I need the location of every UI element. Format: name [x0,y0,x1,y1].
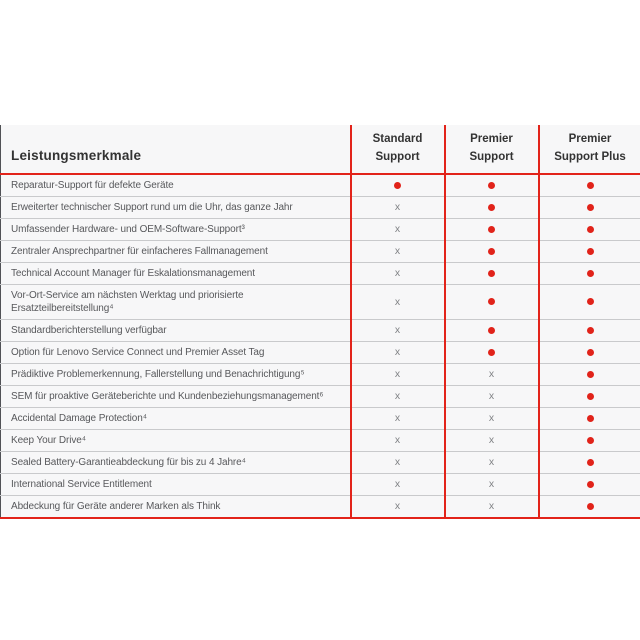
included-dot-icon [587,349,594,356]
included-dot-icon [587,182,594,189]
not-included-x-cell: x [445,495,539,518]
included-dot-cell [539,262,640,284]
included-dot-icon [587,204,594,211]
not-included-x-cell: x [351,284,445,319]
table-row [1,429,640,451]
feature-label: Prädiktive Problemerkennung, Fallerstellung und Benachrichtigung⁵ [1,363,351,385]
feature-rows [1,174,640,518]
table-row [1,284,640,319]
included-dot-icon [587,248,594,255]
included-dot-cell [539,196,640,218]
table-row [1,218,640,240]
included-dot-cell [539,429,640,451]
included-dot-cell [539,319,640,341]
table-row [1,385,640,407]
feature-label: Standardberichterstellung verfügbar [1,319,351,341]
included-dot-cell [539,451,640,473]
table-row [1,174,640,197]
included-dot-cell [539,407,640,429]
included-dot-icon [587,437,594,444]
feature-column-header: Leistungsmerkmale [1,125,351,174]
included-dot-icon [488,270,495,277]
included-dot-cell [445,319,539,341]
included-dot-cell [445,218,539,240]
not-included-x-cell: x [445,473,539,495]
included-dot-icon [587,371,594,378]
included-dot-icon [587,298,594,305]
included-dot-icon [488,204,495,211]
feature-label: Zentraler Ansprechpartner für einfacheres Fallmanagement [1,240,351,262]
included-dot-cell [539,218,640,240]
feature-label: Sealed Battery-Garantieabdeckung für bis zu 4 Jahre⁴ [1,451,351,473]
feature-label: Abdeckung für Geräte anderer Marken als Think [1,495,351,518]
support-comparison-table [0,125,640,519]
not-included-x-cell: x [351,319,445,341]
not-included-x-cell: x [351,407,445,429]
not-included-x-cell: x [445,429,539,451]
included-dot-cell [539,473,640,495]
not-included-x-cell: x [351,495,445,518]
table-row [1,240,640,262]
column-header-premier-support [445,125,539,174]
feature-label: International Service Entitlement [1,473,351,495]
table-row [1,495,640,518]
feature-label: Vor-Ort-Service am nächsten Werktag und priorisierte Ersatzteilbereitstellung⁴ [1,284,351,319]
not-included-x-cell: x [351,385,445,407]
included-dot-icon [587,270,594,277]
feature-label: Keep Your Drive⁴ [1,429,351,451]
included-dot-cell [539,240,640,262]
table-row [1,341,640,363]
column-header-line: Premier [470,133,513,145]
included-dot-cell [539,495,640,518]
included-dot-cell [445,262,539,284]
table-row [1,319,640,341]
not-included-x-cell: x [445,385,539,407]
column-header-line: Support [375,150,420,163]
table-row [1,196,640,218]
column-header-line: Premier [568,133,612,145]
feature-label: Option für Lenovo Service Connect und Premier Asset Tag [1,341,351,363]
included-dot-icon [488,298,495,305]
column-header-line: Support Plus [554,150,626,163]
table-row [1,473,640,495]
table-row [1,451,640,473]
not-included-x-cell: x [351,196,445,218]
included-dot-icon [488,327,495,334]
not-included-x-cell: x [351,240,445,262]
included-dot-icon [488,226,495,233]
included-dot-icon [587,459,594,466]
included-dot-cell [445,284,539,319]
column-header-line: Standard [372,133,423,145]
included-dot-cell [539,174,640,197]
included-dot-icon [488,248,495,255]
feature-label: Erweiterter technischer Support rund um die Uhr, das ganze Jahr [1,196,351,218]
not-included-x-cell: x [445,407,539,429]
included-dot-icon [587,226,594,233]
included-dot-cell [351,174,445,197]
column-header-line: Support [469,150,514,163]
feature-label: Reparatur-Support für defekte Geräte [1,174,351,197]
included-dot-cell [445,174,539,197]
column-header-standard-support [351,125,445,174]
included-dot-cell [445,196,539,218]
not-included-x-cell: x [351,451,445,473]
not-included-x-cell: x [351,429,445,451]
included-dot-icon [587,327,594,334]
table-header [1,125,640,174]
not-included-x-cell: x [351,262,445,284]
included-dot-cell [445,240,539,262]
not-included-x-cell: x [351,363,445,385]
feature-label: Accidental Damage Protection⁴ [1,407,351,429]
included-dot-cell [539,385,640,407]
included-dot-icon [587,503,594,510]
included-dot-icon [587,481,594,488]
column-header-premier-support-plus [539,125,640,174]
table-row [1,407,640,429]
table-row [1,363,640,385]
header-row [1,125,640,174]
not-included-x-cell: x [445,363,539,385]
not-included-x-cell: x [351,341,445,363]
not-included-x-cell: x [351,473,445,495]
included-dot-icon [587,415,594,422]
not-included-x-cell: x [351,218,445,240]
included-dot-icon [587,393,594,400]
not-included-x-cell: x [445,451,539,473]
feature-label: SEM für proaktive Geräteberichte und Kundenbeziehungsmanagement⁶ [1,385,351,407]
included-dot-cell [539,363,640,385]
included-dot-icon [394,182,401,189]
included-dot-icon [488,349,495,356]
feature-label: Technical Account Manager für Eskalationsmanagement [1,262,351,284]
feature-label: Umfassender Hardware- und OEM-Software-Support³ [1,218,351,240]
included-dot-cell [445,341,539,363]
table-row [1,262,640,284]
included-dot-cell [539,284,640,319]
included-dot-cell [539,341,640,363]
included-dot-icon [488,182,495,189]
